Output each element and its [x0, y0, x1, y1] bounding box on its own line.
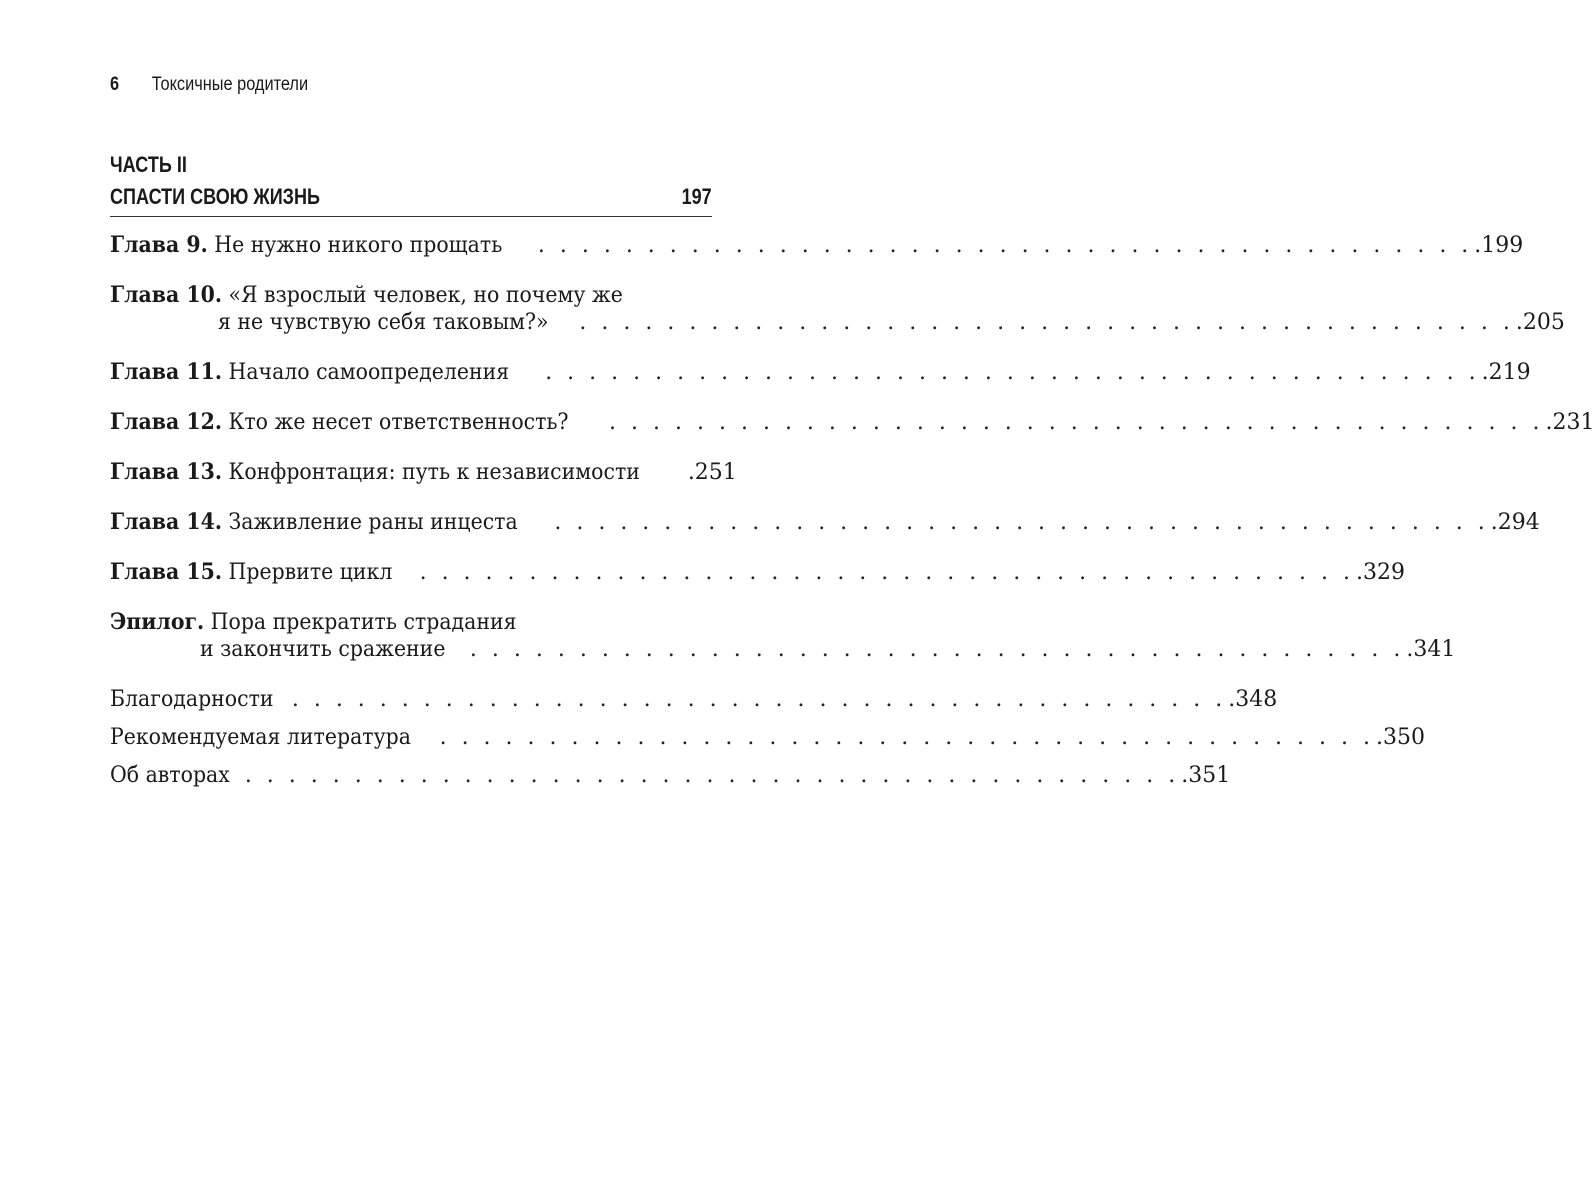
chapter-label: Глава 15. — [110, 559, 223, 585]
dot-leader: . . . . . . . . . . . . . . . . . . . . . . . . . . . . . . . . . . . . . . . . . . . — [554, 510, 1489, 535]
dot-leader: . . . . . . . . . . . . . . . . . . . . . . . . . . . . . . . . . . . . . . . . . . . — [545, 360, 1480, 385]
toc-entry-about-authors[interactable] — [110, 762, 1231, 789]
chapter-label: Глава 12. — [110, 409, 223, 435]
dot-leader: . . . . . . . . . . . . . . . . . . . . . . . . . . . . . . . . . . . . . . . . . . . — [419, 560, 1354, 585]
chapter-page: .219 — [1481, 360, 1531, 385]
toc-entry-chapter-12[interactable] — [110, 409, 1594, 436]
dot-leader: . . . . . . . . . . . . . . . . . . . . . . . . . . . . . . . . . . . . . . . . . . . — [537, 233, 1473, 258]
chapter-page: .251 — [687, 460, 737, 485]
table-of-contents — [110, 232, 1594, 789]
part-label: ЧАСТЬ II — [110, 152, 187, 177]
toc-entry-chapter-14[interactable] — [110, 509, 1540, 536]
chapter-page: .294 — [1490, 510, 1540, 535]
epilogue-title-line-2: и закончить сражение — [200, 637, 446, 662]
chapter-page: .329 — [1356, 560, 1405, 585]
back-matter-page: .350 — [1376, 725, 1425, 750]
dot-leader: . . . . . . . . . . . . . . . . . . . . . . . . . . . . . . . . . . . . . . . . . . . — [439, 725, 1374, 750]
chapter-label: Глава 10. — [110, 282, 223, 308]
chapter-title: Прервите цикл — [228, 560, 393, 585]
chapter-title: Кто же несет ответственность? — [228, 410, 569, 435]
part-title-row — [110, 180, 712, 217]
chapter-title: Начало самоопределения — [228, 360, 510, 385]
epilogue-title-line-1: Пора прекратить страдания — [210, 610, 517, 635]
chapter-label: Глава 9. — [110, 232, 208, 258]
chapter-label: Глава 11. — [110, 359, 223, 385]
back-matter-page: .351 — [1181, 763, 1231, 788]
back-matter-title: Рекомендуемая литература — [110, 725, 411, 750]
part-title: СПАСТИ СВОЮ ЖИЗНЬ — [110, 184, 320, 209]
chapter-title-line-1: «Я взрослый человек, но почему же — [228, 283, 623, 308]
chapter-page: .231 — [1545, 410, 1594, 435]
toc-entry-chapter-13[interactable] — [110, 459, 737, 486]
epilogue-page: .341 — [1406, 637, 1456, 662]
back-matter-title: Благодарности — [110, 687, 274, 712]
back-matter-page: .348 — [1228, 687, 1278, 712]
chapter-title: Заживление раны инцеста — [228, 510, 518, 535]
toc-entry-acknowledgements[interactable] — [110, 686, 1278, 713]
epilogue-label: Эпилог. — [110, 609, 205, 635]
part-heading — [110, 150, 712, 217]
part-page: 197 — [681, 184, 712, 209]
dot-leader: . . . . . . . . . . . . . . . . . . . . . . . . . . . . . . . . . . . . . . . . . . . — [469, 637, 1405, 662]
dot-leader: . . . . . . . . . . . . . . . . . . . . . . . . . . . . . . . . . . . . . . . . . . . — [579, 310, 1514, 335]
page-number: 6 — [110, 74, 120, 95]
dot-leader: . . . . . . . . . . . . . . . . . . . . . . . . . . . . . . . . . . . . . . . . . . . — [291, 687, 1227, 712]
chapter-title-line-2: я не чувствую себя таковым?» — [218, 310, 549, 335]
chapter-title: Конфронтация: путь к независимости — [228, 460, 640, 485]
toc-entry-chapter-15[interactable] — [110, 559, 1405, 586]
toc-entry-recommended-reading[interactable] — [110, 724, 1425, 751]
running-head — [110, 74, 308, 100]
chapter-title: Не нужно никого прощать — [214, 233, 503, 258]
chapter-label: Глава 14. — [110, 509, 223, 535]
dot-leader: . . . . . . . . . . . . . . . . . . . . . . . . . . . . . . . . . . . . . . . . . . . — [609, 410, 1544, 435]
toc-entry-chapter-10[interactable] — [110, 282, 1565, 336]
chapter-page: .199 — [1474, 233, 1524, 258]
toc-entry-chapter-9[interactable] — [110, 232, 1524, 259]
toc-entry-chapter-11[interactable] — [110, 359, 1531, 386]
toc-entry-epilogue[interactable] — [110, 609, 1456, 663]
dot-leader: . . . . . . . . . . . . . . . . . . . . . . . . . . . . . . . . . . . . . . . . . . . — [244, 763, 1180, 788]
chapter-page: .205 — [1515, 310, 1565, 335]
back-matter-title: Об авторах — [110, 763, 230, 788]
book-title: Токсичные родители — [151, 74, 309, 95]
chapter-label: Глава 13. — [110, 459, 223, 485]
